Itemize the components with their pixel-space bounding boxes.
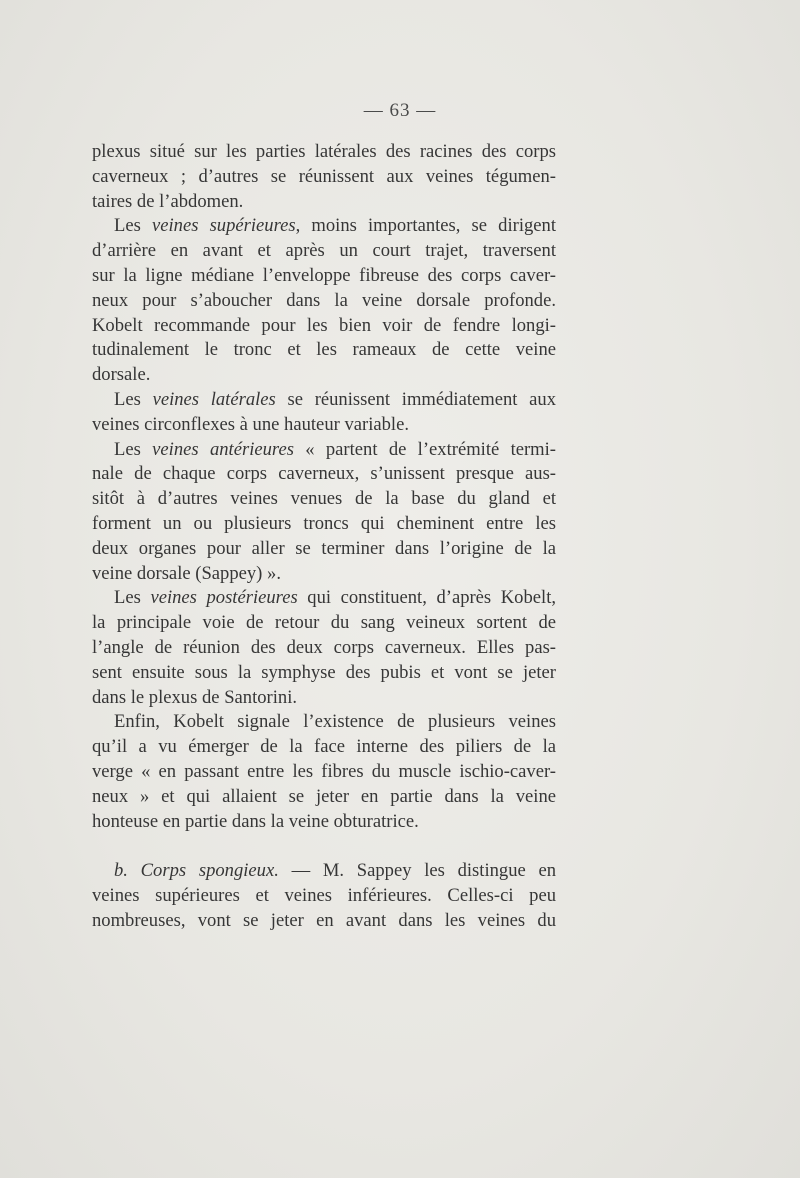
text-line (92, 363, 556, 388)
text-line (92, 909, 556, 934)
text-line (92, 859, 556, 884)
page-number: — 63 — (363, 100, 437, 121)
text-line (92, 710, 556, 735)
text-line (92, 190, 556, 215)
text-line (92, 413, 556, 438)
text-line (92, 239, 556, 264)
text-line (92, 537, 556, 562)
text-line-body: dorsale. (92, 364, 151, 386)
text-line-body: — M. Sappey les distingue en (278, 860, 557, 882)
italic-term: veines supérieures (151, 215, 296, 237)
text-line (92, 214, 556, 239)
text-line (92, 140, 556, 165)
text-line (92, 487, 556, 512)
text-line-body: sur la ligne médiane l’enveloppe fibreuse des corps caver- (92, 264, 556, 286)
text-line-body: qu’il a vu émerger de la face interne des piliers de la (92, 736, 556, 758)
text-line-body: sent ensuite sous la symphyse des pubis et vont se jeter (92, 661, 556, 683)
text-line-body: Enfin, Kobelt signale l’existence de plusieurs veines (114, 711, 556, 733)
text-line-body: caverneux ; d’autres se réunissent aux veines tégumen- (92, 165, 556, 187)
text-line-body: tudinalement le tronc et les rameaux de cette veine (92, 339, 556, 361)
text-line-lead: Les (114, 215, 152, 237)
text-line (92, 810, 556, 835)
text-line-body: , moins importantes, se dirigent (295, 215, 556, 237)
text-line-body: sitôt à d’autres veines venues de la base du gland et (92, 488, 556, 510)
text-line-body: la principale voie de retour du sang veineux sortent de (92, 612, 556, 634)
text-line (92, 438, 556, 463)
text-line (92, 338, 556, 363)
text-line-body: Kobelt recommande pour les bien voir de fendre longi- (92, 314, 556, 336)
italic-term: veines latérales (152, 388, 276, 410)
text-line-body: deux organes pour aller se terminer dans l’origine de la (92, 537, 556, 559)
text-line (92, 165, 556, 190)
text-line-body: nombreuses, vont se jeter en avant dans les veines du (92, 909, 556, 931)
text-line-body: « partent de l’extrémité termi- (293, 438, 556, 460)
text-line-body: neux pour s’aboucher dans la veine dorsale profonde. (92, 289, 556, 311)
text-line (92, 611, 556, 636)
text-line (92, 264, 556, 289)
text-line-body: se réunissent immédiatement aux (275, 388, 556, 410)
text-line (92, 686, 556, 711)
text-line-body: taires de l’abdomen. (92, 190, 244, 212)
text-line (92, 289, 556, 314)
text-line (92, 785, 556, 810)
text-line (92, 661, 556, 686)
text-line (92, 636, 556, 661)
text-line (92, 884, 556, 909)
text-line-body: dans le plexus de Santorini. (92, 686, 298, 708)
text-line (92, 512, 556, 537)
text-line (92, 760, 556, 785)
body-text (92, 140, 556, 934)
text-line (92, 314, 556, 339)
text-line-lead: Les (114, 388, 153, 410)
text-line-body: veines circonflexes à une hauteur variable. (92, 413, 409, 435)
text-line (92, 586, 556, 611)
text-line-body: veines supérieures et veines inférieures. Celles-ci peu (92, 884, 556, 906)
text-line-body: honteuse en partie dans la veine obturatrice. (92, 810, 419, 832)
text-line (92, 735, 556, 760)
text-line-body: plexus situé sur les parties latérales des racines des corps (92, 141, 556, 162)
text-line-body: veine dorsale (Sappey) ». (92, 562, 281, 584)
text-line-body: l’angle de réunion des deux corps caverneux. Elles pas- (92, 636, 556, 658)
italic-term: veines antérieures (152, 438, 294, 460)
text-line-body: qui constituent, d’après Kobelt, (297, 587, 557, 609)
italic-term: veines postérieures (150, 587, 298, 609)
text-line-body: forment un ou plusieurs troncs qui cheminent entre les (92, 512, 556, 534)
text-line-body: d’arrière en avant et après un court trajet, traversent (92, 240, 556, 262)
text-line-body: nale de chaque corps caverneux, s’unissent presque aus- (92, 463, 556, 485)
text-line-body: verge « en passant entre les fibres du muscle ischio-caver- (92, 760, 556, 782)
text-line (92, 462, 556, 487)
text-line (92, 388, 556, 413)
text-line-body: neux » et qui allaient se jeter en partie dans la veine (92, 785, 556, 807)
italic-term: b. Corps spongieux. (114, 860, 279, 882)
paragraph-gap (92, 834, 556, 859)
text-line-lead: Les (114, 587, 151, 609)
text-line (92, 562, 556, 587)
text-line-lead: Les (114, 438, 153, 460)
